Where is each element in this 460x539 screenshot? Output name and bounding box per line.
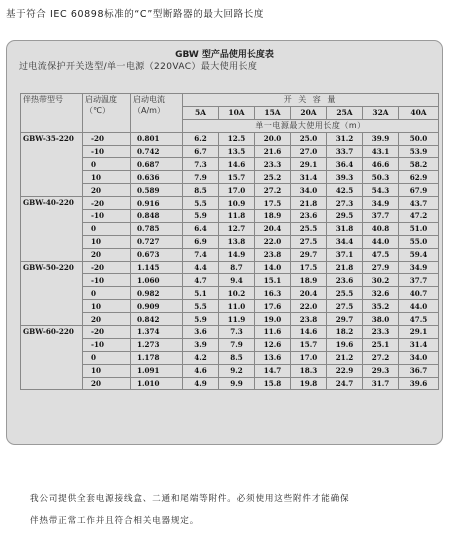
length-cell: 27.2 [363,351,399,364]
length-cell: 7.4 [183,248,219,261]
length-cell: 10.9 [219,197,255,210]
length-cell: 31.8 [327,222,363,235]
current-cell: 0.687 [131,158,183,171]
header-amp: 32A [363,106,399,119]
length-cell: 5.1 [183,287,219,300]
length-cell: 58.2 [399,158,439,171]
length-cell: 30.2 [363,274,399,287]
length-cell: 39.6 [399,377,439,390]
length-cell: 21.8 [327,261,363,274]
length-cell: 14.7 [255,364,291,377]
length-cell: 23.8 [255,248,291,261]
length-cell: 20.4 [291,287,327,300]
temp-cell: -20 [83,261,131,274]
length-cell: 9.4 [219,274,255,287]
length-cell: 18.9 [255,210,291,223]
length-cell: 27.5 [291,235,327,248]
temp-cell: -10 [83,210,131,223]
length-cell: 22.0 [255,235,291,248]
current-cell: 0.673 [131,248,183,261]
footer-note [30,488,450,532]
length-cell: 37.1 [327,248,363,261]
current-cell: 1.010 [131,377,183,390]
length-cell: 53.9 [399,145,439,158]
length-cell: 34.9 [399,261,439,274]
length-cell: 47.5 [363,248,399,261]
length-cell: 19.8 [291,377,327,390]
header-amp: 15A [255,106,291,119]
length-cell: 9.9 [219,377,255,390]
table-row [21,222,439,235]
length-cell: 27.5 [327,300,363,313]
temp-cell: 10 [83,171,131,184]
length-cell: 7.9 [183,171,219,184]
length-cell: 25.0 [291,132,327,145]
length-cell: 54.3 [363,184,399,197]
length-cell: 5.5 [183,300,219,313]
length-cell: 3.6 [183,326,219,339]
length-cell: 31.4 [291,171,327,184]
length-cell: 11.9 [219,313,255,326]
length-cell: 21.6 [255,145,291,158]
header-switch-capacity: 开 关 容 量 [183,94,439,107]
length-cell: 23.3 [363,326,399,339]
length-cell: 8.5 [219,351,255,364]
table-row [21,248,439,261]
length-cell: 7.9 [219,338,255,351]
model-cell: GBW-50-220 [21,261,83,325]
temp-cell: 20 [83,184,131,197]
table-row [21,287,439,300]
length-cell: 14.6 [291,326,327,339]
length-cell: 6.2 [183,132,219,145]
table-row [21,351,439,364]
length-cell: 40.7 [399,287,439,300]
current-cell: 0.982 [131,287,183,300]
footer-line: 我公司提供全套电源接线盒、二通和尾端等附件。必须使用这些附件才能确保 [30,494,350,504]
length-cell: 50.0 [399,132,439,145]
temp-cell: 10 [83,364,131,377]
length-cell: 12.7 [219,222,255,235]
temp-cell: 0 [83,158,131,171]
current-cell: 1.374 [131,326,183,339]
temp-cell: -10 [83,274,131,287]
table-row [21,158,439,171]
length-cell: 14.9 [219,248,255,261]
length-cell: 29.1 [399,326,439,339]
temp-cell: 20 [83,377,131,390]
length-cell: 20.0 [255,132,291,145]
current-cell: 0.589 [131,184,183,197]
temp-cell: 0 [83,222,131,235]
length-cell: 36.4 [327,158,363,171]
header-amp: 20A [291,106,327,119]
current-cell: 0.742 [131,145,183,158]
temp-cell: -20 [83,132,131,145]
model-cell: GBW-60-220 [21,326,83,390]
table-row [21,274,439,287]
length-cell: 17.0 [219,184,255,197]
table-row [21,197,439,210]
header-amp: 10A [219,106,255,119]
length-cell: 17.0 [291,351,327,364]
length-cell: 31.2 [327,132,363,145]
table-body [21,132,439,390]
length-cell: 4.7 [183,274,219,287]
length-cell: 15.7 [291,338,327,351]
length-cell: 43.7 [399,197,439,210]
length-cell: 40.8 [363,222,399,235]
table-subtitle: 过电流保护开关选型/单一电源（220VAC）最大使用长度 [19,62,258,72]
length-cell: 29.7 [291,248,327,261]
length-cell: 12.6 [255,338,291,351]
length-cell: 23.6 [327,274,363,287]
current-cell: 0.801 [131,132,183,145]
length-cell: 17.5 [291,261,327,274]
length-cell: 44.0 [363,235,399,248]
length-cell: 39.9 [363,132,399,145]
length-cell: 25.5 [327,287,363,300]
header-amp: 40A [399,106,439,119]
length-cell: 37.7 [363,210,399,223]
length-cell: 31.4 [399,338,439,351]
length-cell: 34.0 [399,351,439,364]
current-cell: 1.060 [131,274,183,287]
temp-cell: 10 [83,300,131,313]
length-cell: 19.0 [255,313,291,326]
length-cell: 15.8 [255,377,291,390]
length-cell: 4.9 [183,377,219,390]
current-cell: 0.916 [131,197,183,210]
length-cell: 36.7 [399,364,439,377]
length-cell: 46.6 [363,158,399,171]
length-cell: 67.9 [399,184,439,197]
length-cell: 42.5 [327,184,363,197]
temp-cell: -20 [83,197,131,210]
header-amp: 25A [327,106,363,119]
length-cell: 43.1 [363,145,399,158]
length-cell: 29.1 [291,158,327,171]
table-row [21,184,439,197]
length-cell: 12.5 [219,132,255,145]
length-cell: 38.0 [363,313,399,326]
current-cell: 0.909 [131,300,183,313]
table-row [21,145,439,158]
temp-cell: 10 [83,235,131,248]
length-cell: 11.8 [219,210,255,223]
length-cell: 47.2 [399,210,439,223]
page-heading: 基于符合 IEC 60898标准的“C”型断路器的最大回路长度 [6,9,264,20]
length-cell: 33.7 [327,145,363,158]
current-cell: 1.273 [131,338,183,351]
current-cell: 0.727 [131,235,183,248]
header-start-current: 启动电流（A/m） [131,94,183,133]
length-cell: 59.4 [399,248,439,261]
length-cell: 4.6 [183,364,219,377]
length-cell: 23.6 [291,210,327,223]
length-cell: 7.3 [183,158,219,171]
length-cell: 18.2 [327,326,363,339]
table-row [21,132,439,145]
footer-line: 伴热带正常工作并且符合相关电器规定。 [30,516,200,526]
length-cell: 21.8 [291,197,327,210]
length-cell: 29.3 [363,364,399,377]
length-cell: 22.9 [327,364,363,377]
temp-cell: 0 [83,351,131,364]
current-cell: 0.636 [131,171,183,184]
header-model: 伴热带型号 [21,94,83,133]
length-cell: 24.7 [327,377,363,390]
length-cell: 3.9 [183,338,219,351]
table-row [21,326,439,339]
length-cell: 21.2 [327,351,363,364]
length-cell: 29.7 [327,313,363,326]
length-cell: 25.5 [291,222,327,235]
length-cell: 23.8 [291,313,327,326]
length-cell: 13.8 [219,235,255,248]
temp-cell: -10 [83,338,131,351]
length-cell: 18.3 [291,364,327,377]
table-row [21,364,439,377]
length-cell: 5.9 [183,210,219,223]
length-cell: 37.7 [399,274,439,287]
length-cell: 22.0 [291,300,327,313]
length-cell: 10.2 [219,287,255,300]
length-cell: 27.3 [327,197,363,210]
length-cell: 27.9 [363,261,399,274]
table-row [21,261,439,274]
length-cell: 7.3 [219,326,255,339]
length-cell: 27.2 [255,184,291,197]
current-cell: 1.178 [131,351,183,364]
header-start-temp: 启动温度（℃） [83,94,131,133]
length-table [20,93,439,390]
length-cell: 13.6 [255,351,291,364]
length-cell: 5.5 [183,197,219,210]
temp-cell: 20 [83,313,131,326]
length-cell: 14.0 [255,261,291,274]
length-cell: 6.4 [183,222,219,235]
model-cell: GBW-35-220 [21,132,83,196]
length-cell: 44.0 [399,300,439,313]
length-cell: 39.3 [327,171,363,184]
temp-cell: -10 [83,145,131,158]
length-cell: 5.9 [183,313,219,326]
length-cell: 32.6 [363,287,399,300]
length-cell: 25.2 [255,171,291,184]
length-cell: 14.6 [219,158,255,171]
length-cell: 16.3 [255,287,291,300]
length-cell: 25.1 [363,338,399,351]
length-cell: 55.0 [399,235,439,248]
length-cell: 8.5 [183,184,219,197]
length-cell: 17.6 [255,300,291,313]
length-cell: 31.7 [363,377,399,390]
table-row [21,300,439,313]
table-row [21,377,439,390]
length-cell: 4.4 [183,261,219,274]
length-cell: 13.5 [219,145,255,158]
header-max-length: 单一电源最大使用长度（m） [183,119,439,132]
length-cell: 18.9 [291,274,327,287]
current-cell: 0.848 [131,210,183,223]
table-row [21,210,439,223]
length-cell: 62.9 [399,171,439,184]
current-cell: 1.091 [131,364,183,377]
length-cell: 20.4 [255,222,291,235]
current-cell: 0.842 [131,313,183,326]
length-cell: 15.7 [219,171,255,184]
length-cell: 9.2 [219,364,255,377]
length-cell: 47.5 [399,313,439,326]
length-cell: 51.0 [399,222,439,235]
length-cell: 29.5 [327,210,363,223]
table-row [21,235,439,248]
current-cell: 1.145 [131,261,183,274]
length-cell: 27.0 [291,145,327,158]
table-row [21,171,439,184]
length-cell: 4.2 [183,351,219,364]
length-cell: 17.5 [255,197,291,210]
table-panel [6,40,443,445]
length-cell: 8.7 [219,261,255,274]
length-cell: 34.0 [291,184,327,197]
model-cell: GBW-40-220 [21,197,83,261]
length-cell: 6.7 [183,145,219,158]
length-cell: 34.4 [327,235,363,248]
length-cell: 19.6 [327,338,363,351]
length-cell: 6.9 [183,235,219,248]
header-amp: 5A [183,106,219,119]
length-cell: 23.3 [255,158,291,171]
temp-cell: 0 [83,287,131,300]
table-title: GBW 型产品使用长度表 [175,50,274,60]
table-row [21,338,439,351]
length-cell: 34.9 [363,197,399,210]
length-cell: 15.1 [255,274,291,287]
length-cell: 35.2 [363,300,399,313]
temp-cell: 20 [83,248,131,261]
temp-cell: -20 [83,326,131,339]
length-cell: 50.3 [363,171,399,184]
length-cell: 11.6 [255,326,291,339]
current-cell: 0.785 [131,222,183,235]
length-cell: 11.0 [219,300,255,313]
table-row [21,313,439,326]
